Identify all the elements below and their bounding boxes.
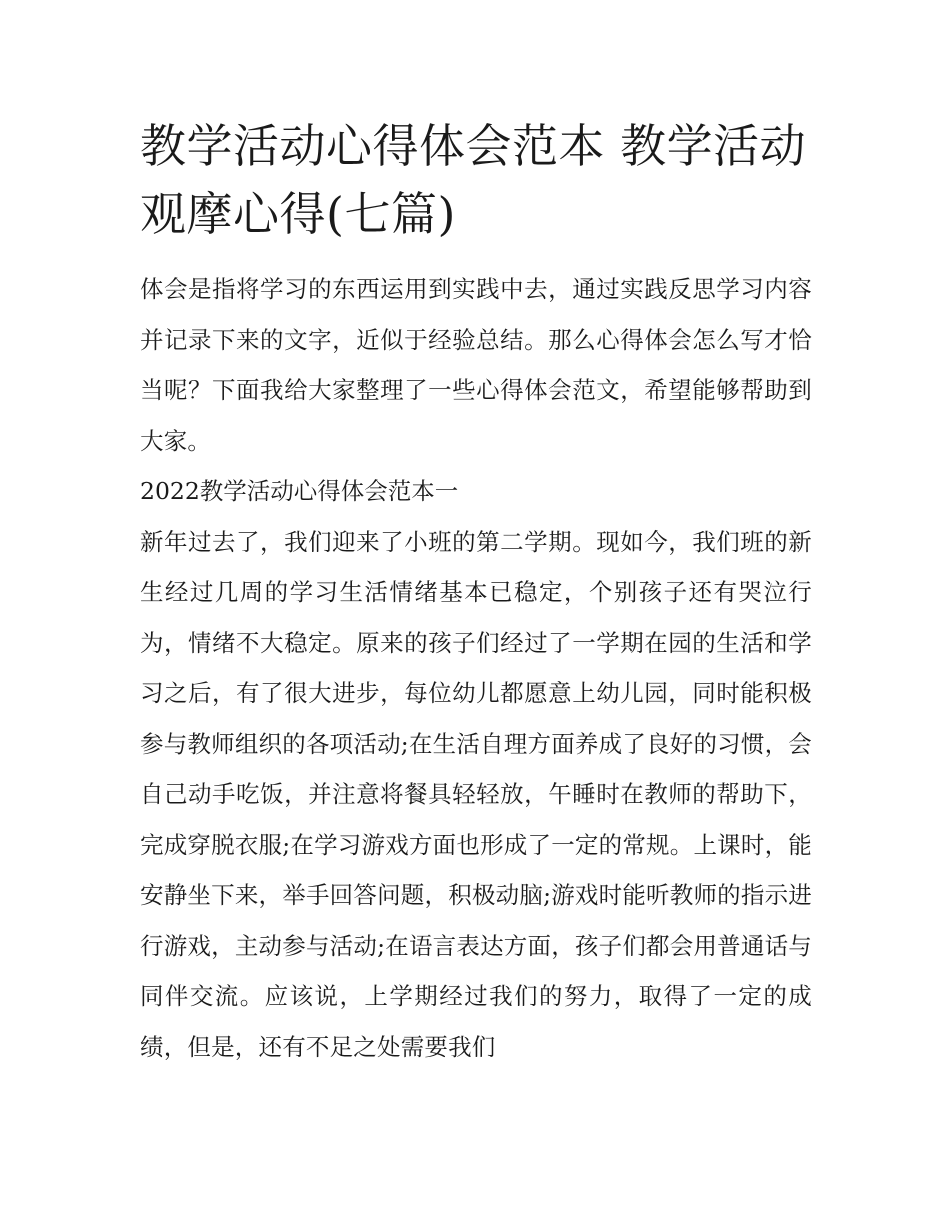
document-title: 教学活动心得体会范本 教学活动观摩心得(七篇) bbox=[140, 119, 807, 241]
section-heading: 2022教学活动心得体会范本一 bbox=[140, 477, 459, 505]
intro-paragraph: 体会是指将学习的东西运用到实践中去，通过实践反思学习内容并记录下来的文字，近似于经验总结。那么心得体会怎么写才恰当呢？下面我给大家整理了一些心得体会范文，希望能够帮助到大家。 bbox=[140, 275, 812, 455]
body-paragraph: 新年过去了，我们迎来了小班的第二学期。现如今，我们班的新生经过几周的学习生活情绪基本已稳定，个别孩子还有哭泣行为，情绪不大稳定。原来的孩子们经过了一学期在园的生活和学习之后，有了很大进步，每位幼儿都愿意上幼儿园，同时能积极参与教师组织的各项活动;在生活自理方面养成了良好的习惯，会自己动手吃饭，并注意将餐具轻轻放，午睡时在教师的帮助下，完成穿脱衣服;在学习游戏方面也形成了一定的常规。上课时，能安静坐下来，举手回答问题，积极动脑;游戏时能听教师的指示进行游戏，主动参与活动;在语言表达方面，孩子们都会用普通话与同伴交流。应该说，上学期经过我们的努力，取得了一定的成绩，但是，还有不足之处需要我们 bbox=[140, 527, 812, 1061]
document-page bbox=[140, 112, 812, 1072]
